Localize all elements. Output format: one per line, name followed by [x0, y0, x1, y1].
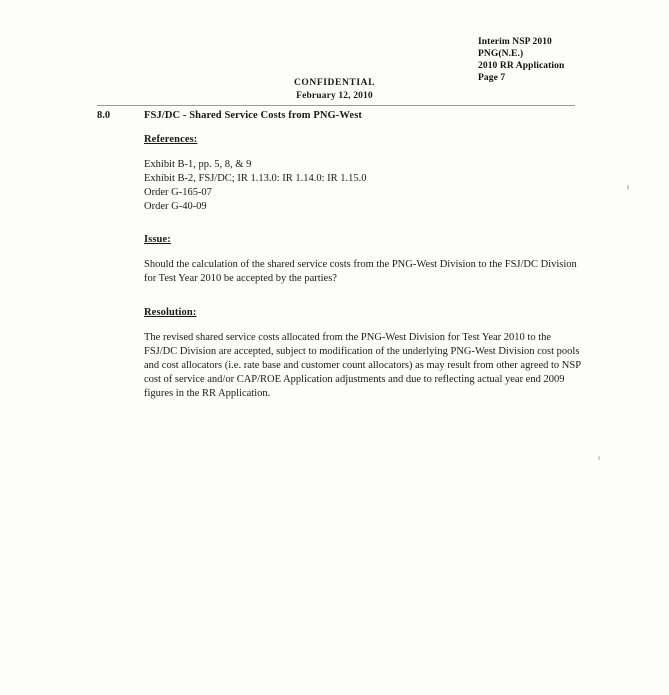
document-date: February 12, 2010: [296, 90, 373, 101]
resolution-text: The revised shared service costs allocated from the PNG-West Division for Test Year 2010 to the FSJ/DC Division are accepted, subject to modification of the underlying PNG-West Division cost pools and cost allocators (i.e. rate base and customer count allocators) as may result from other agreed to NSP cost of service and/or CAP/ROE Application adjustments and due to reflecting actual year end 2009 figures in the RR Application.: [144, 331, 581, 400]
confidential-block: [0, 77, 669, 102]
reference-item: Order G-165-07: [144, 187, 212, 199]
section-number: 8.0: [97, 110, 111, 121]
reference-item: Order G-40-09: [144, 201, 207, 213]
header-line-1: Interim NSP 2010: [478, 37, 552, 47]
header-line-2: PNG(N.E.): [478, 49, 524, 60]
issue-block: [144, 233, 586, 286]
document-body: [144, 133, 586, 402]
reference-item: Exhibit B-1, pp. 5, 8, & 9: [144, 158, 252, 170]
reference-item: Exhibit B-2, FSJ/DC; IR 1.13.0: IR 1.14.0: IR 1.15.0: [144, 173, 367, 185]
references-block: [144, 133, 586, 214]
confidential-label: CONFIDENTIAL: [293, 78, 376, 88]
section-title: FSJ/DC - Shared Service Costs from PNG-West: [144, 110, 362, 121]
scan-speck: [627, 185, 629, 190]
resolution-heading: Resolution:: [144, 306, 197, 318]
header-divider: [97, 105, 575, 106]
header-page-number: Page 7: [478, 73, 506, 84]
issue-heading: Issue:: [144, 234, 171, 246]
references-heading: References:: [144, 134, 198, 145]
scan-speck: [598, 456, 600, 460]
header-line-3: 2010 RR Application: [478, 61, 565, 72]
issue-text: Should the calculation of the shared service costs from the PNG-West Division to the FSJ/DC Division for Test Year 2010 be accepted by the parties?: [144, 259, 577, 285]
resolution-block: [144, 306, 586, 402]
